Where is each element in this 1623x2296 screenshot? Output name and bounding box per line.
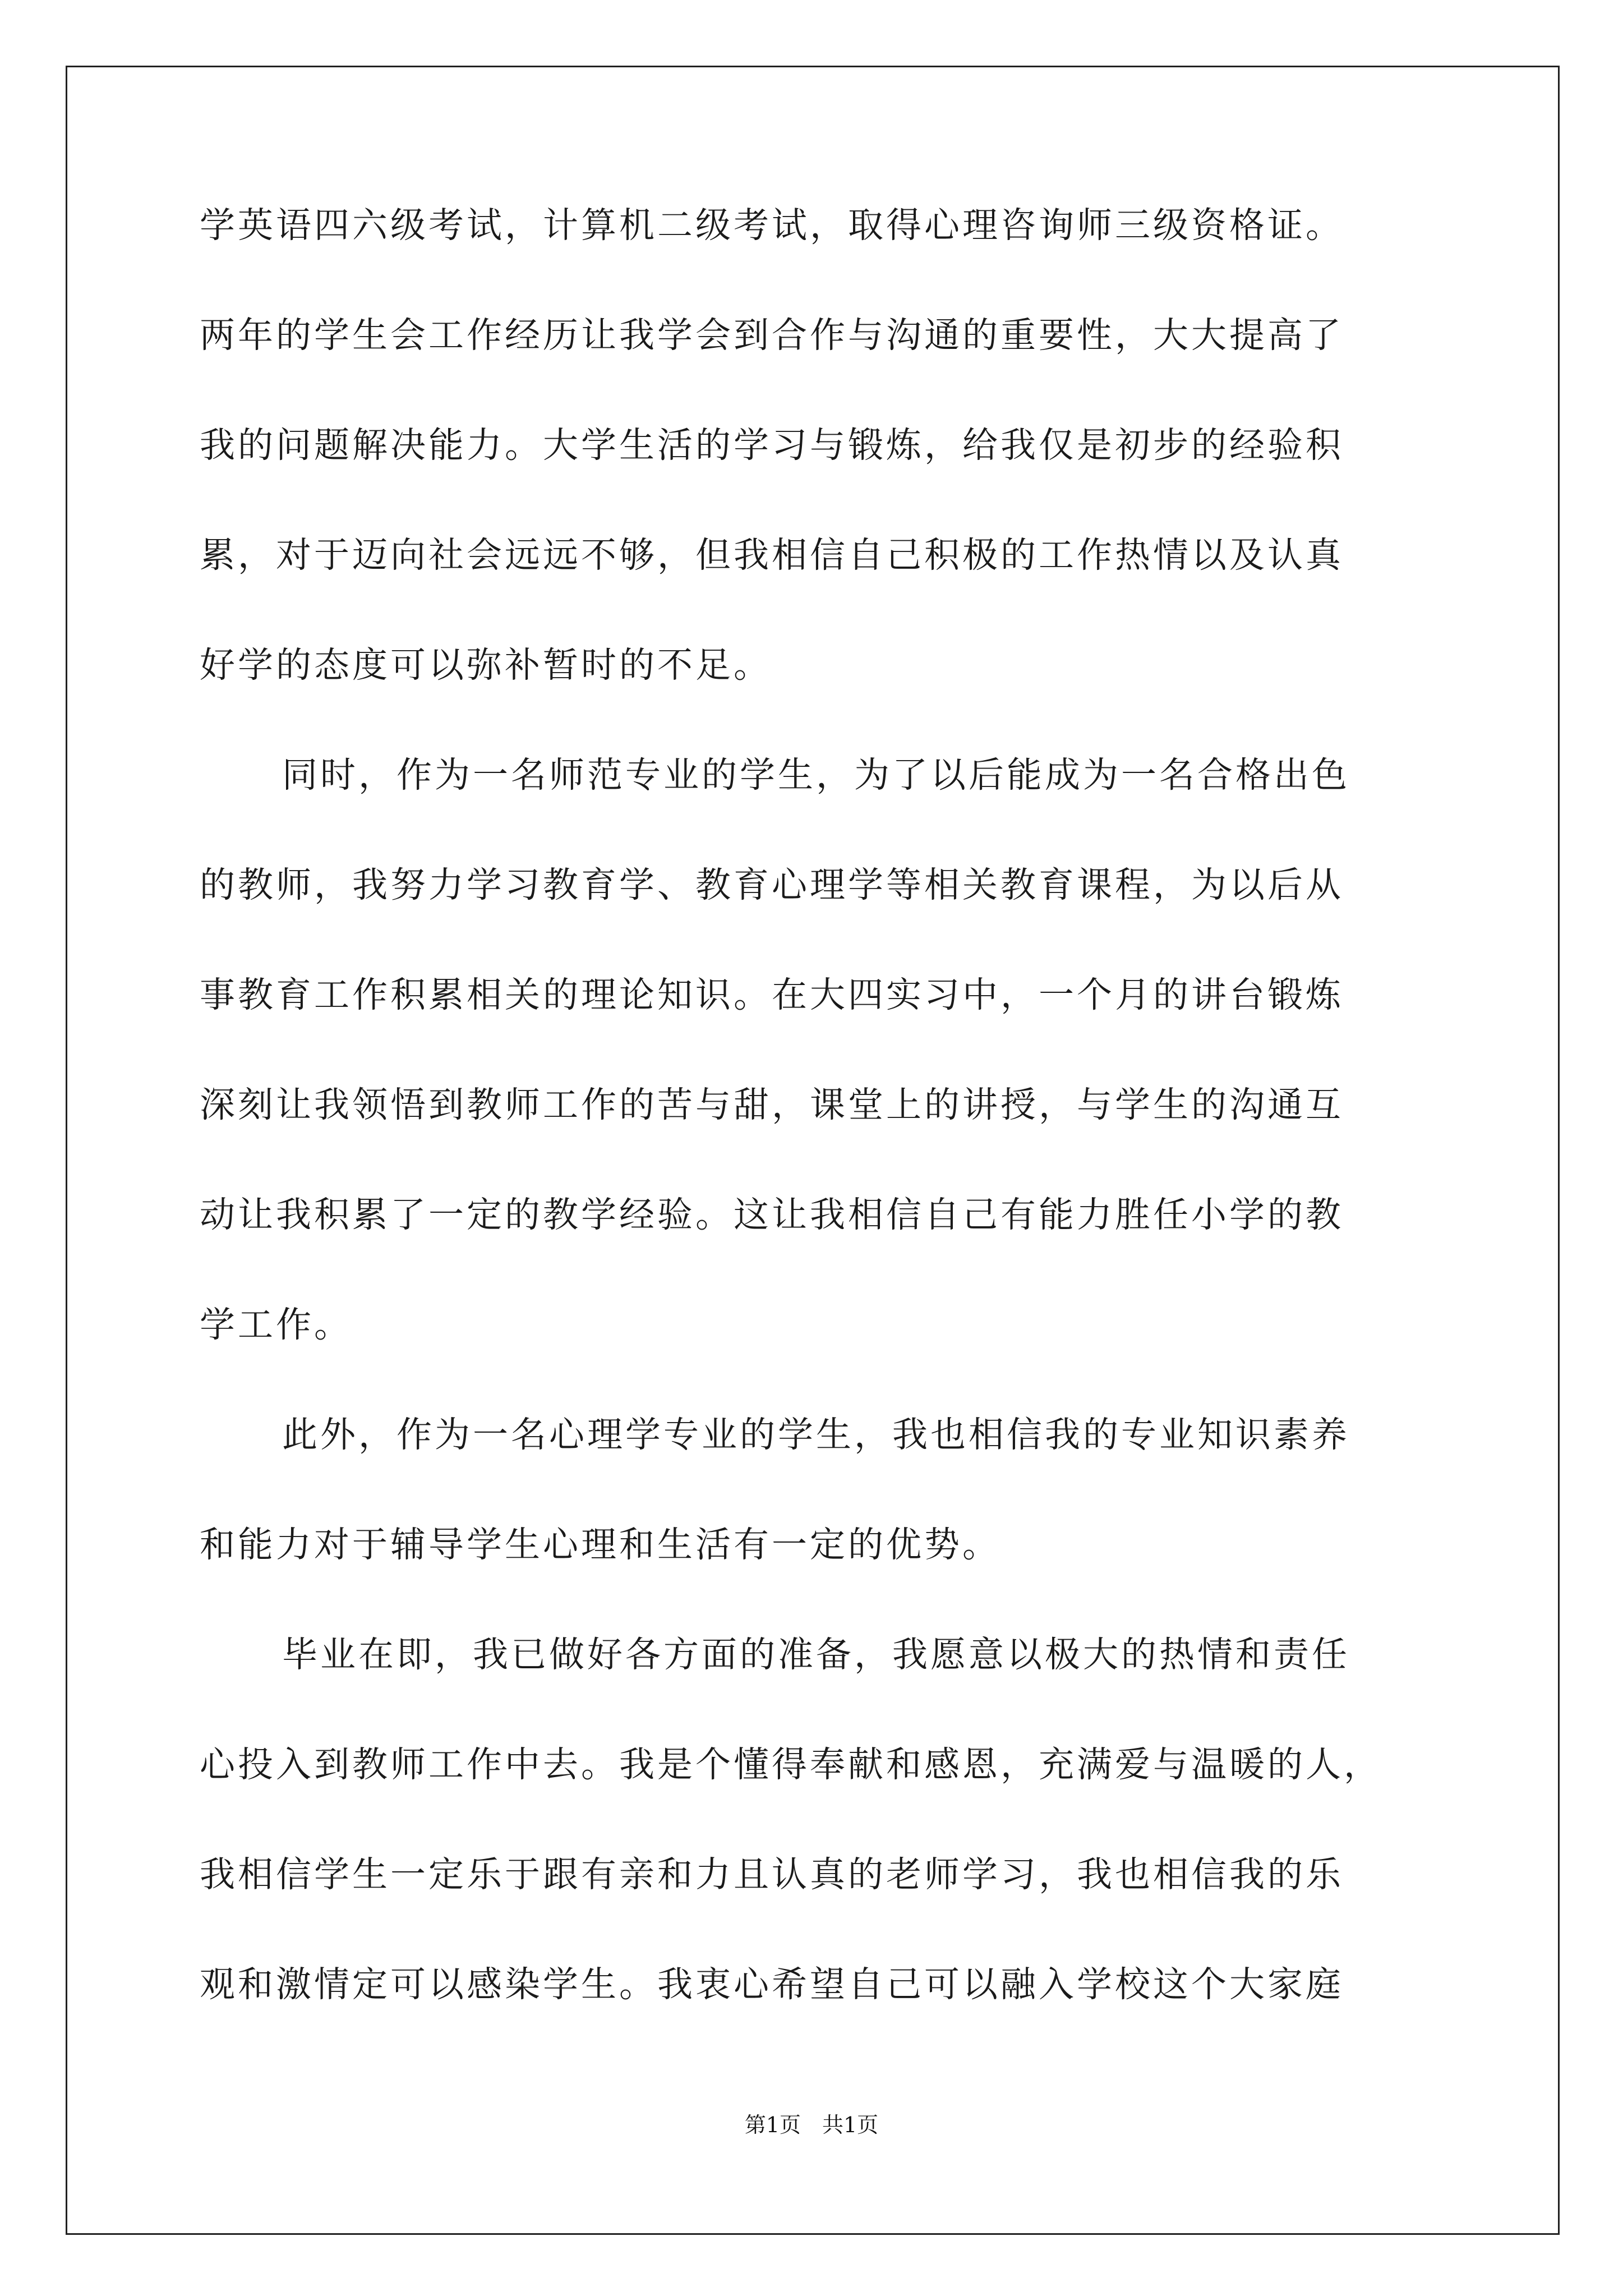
page-number-footer: 第1页 共1页 [744,2113,879,2137]
text-line-6: 同时，作为一名师范专业的学生，为了以后能成为一名合格出色 [282,754,1350,795]
text-line-4: 累，对于迈向社会远远不够，但我相信自己积极的工作热情以及认真 [200,535,1344,576]
text-line-9: 深刻让我领悟到教师工作的苦与甜，课堂上的讲授，与学生的沟通互 [200,1084,1344,1125]
text-line-12: 此外，作为一名心理学专业的学生，我也相信我的专业知识素养 [282,1414,1350,1455]
text-line-3: 我的问题解决能力。大学生活的学习与锻炼，给我仅是初步的经验积 [200,425,1344,466]
text-line-2: 两年的学生会工作经历让我学会到合作与沟通的重要性，大大提高了 [200,315,1344,356]
text-line-13: 和能力对于辅导学生心理和生活有一定的优势。 [200,1524,1000,1565]
text-line-15: 心投入到教师工作中去。我是个懂得奉献和感恩，充满爱与温暖的人， [200,1744,1382,1785]
text-line-7: 的教师，我努力学习教育学、教育心理学等相关教育课程，为以后从 [200,864,1344,905]
document-body [200,205,1433,2077]
text-line-8: 事教育工作积累相关的理论知识。在大四实习中，一个月的讲台锻炼 [200,974,1344,1015]
text-line-10: 动让我积累了一定的教学经验。这让我相信自己有能力胜任小学的教 [200,1194,1344,1235]
text-line-11: 学工作。 [200,1304,352,1345]
text-line-17: 观和激情定可以感染学生。我衷心希望自己可以融入学校这个大家庭 [200,1964,1344,2005]
text-line-14: 毕业在即，我已做好各方面的准备，我愿意以极大的热情和责任 [282,1634,1350,1675]
text-line-1: 学英语四六级考试，计算机二级考试，取得心理咨询师三级资格证。 [200,205,1344,246]
text-line-16: 我相信学生一定乐于跟有亲和力且认真的老师学习，我也相信我的乐 [200,1854,1344,1895]
text-line-5: 好学的态度可以弥补暂时的不足。 [200,645,772,685]
